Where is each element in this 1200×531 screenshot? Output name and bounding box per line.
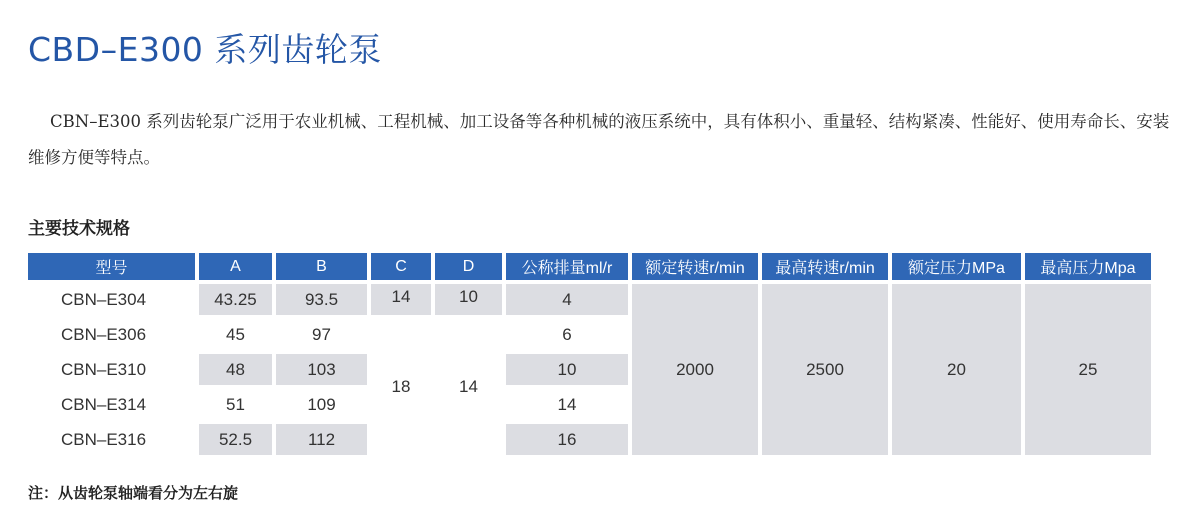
header-a: A bbox=[199, 253, 272, 280]
header-b: B bbox=[276, 253, 367, 280]
cell-model: CBN–E306 bbox=[61, 324, 147, 344]
cell-a: 48 bbox=[199, 354, 272, 385]
cell-model: CBN–E314 bbox=[61, 394, 147, 414]
section-title: 主要技术规格 bbox=[28, 219, 130, 239]
cell-model: CBN–E304 bbox=[61, 289, 147, 309]
header-d: D bbox=[435, 253, 502, 280]
cell-displacement: 16 bbox=[506, 424, 628, 455]
cell-d: 14 bbox=[459, 377, 478, 396]
cell-model: CBN–E310 bbox=[61, 359, 147, 379]
cell-b: 109 bbox=[307, 394, 336, 414]
cell-rated-pressure: 20 bbox=[892, 284, 1021, 455]
intro-paragraph bbox=[28, 104, 1178, 176]
cell-a: 51 bbox=[226, 394, 245, 414]
header-c: C bbox=[371, 253, 431, 280]
cell-c: 14 bbox=[371, 284, 431, 315]
header-max-pressure: 最高压力Mpa bbox=[1025, 253, 1151, 280]
cell-d: 10 bbox=[435, 284, 502, 315]
cell-b: 93.5 bbox=[276, 284, 367, 315]
cell-c: 18 bbox=[391, 377, 411, 396]
header-max-speed: 最高转速r/min bbox=[762, 253, 888, 280]
header-rated-pressure: 额定压力MPa bbox=[892, 253, 1021, 280]
cell-a: 52.5 bbox=[199, 424, 272, 455]
cell-max-pressure: 25 bbox=[1025, 284, 1151, 455]
cell-displacement: 4 bbox=[506, 284, 628, 315]
header-displacement: 公称排量ml/r bbox=[506, 253, 628, 280]
cell-model: CBN–E316 bbox=[61, 429, 147, 449]
cell-a: 45 bbox=[226, 324, 245, 344]
cell-rated-speed: 2000 bbox=[632, 284, 758, 455]
spec-table bbox=[24, 249, 1155, 459]
table-header-row bbox=[28, 253, 1151, 280]
header-model: 型号 bbox=[28, 253, 195, 280]
cell-displacement: 10 bbox=[506, 354, 628, 385]
cell-b: 97 bbox=[312, 324, 331, 344]
cell-b: 112 bbox=[276, 424, 367, 455]
cell-b: 103 bbox=[276, 354, 367, 385]
cell-displacement: 6 bbox=[562, 324, 572, 344]
cell-displacement: 14 bbox=[557, 394, 577, 414]
page-title: CBD–E300 系列齿轮泵 bbox=[28, 30, 382, 69]
cell-a: 43.25 bbox=[199, 284, 272, 315]
intro-text: CBN–E300 系列齿轮泵广泛用于农业机械、工程机械、加工设备等各种机械的液压系统中，具有体积小、重量轻、结构紧凑、性能好、使用寿命长、安装维修方便等特点。 bbox=[28, 112, 1170, 167]
table-row bbox=[28, 284, 1151, 315]
header-rated-speed: 额定转速r/min bbox=[632, 253, 758, 280]
cell-max-speed: 2500 bbox=[762, 284, 888, 455]
footnote: 注：从齿轮泵轴端看分为左右旋 bbox=[28, 484, 239, 502]
